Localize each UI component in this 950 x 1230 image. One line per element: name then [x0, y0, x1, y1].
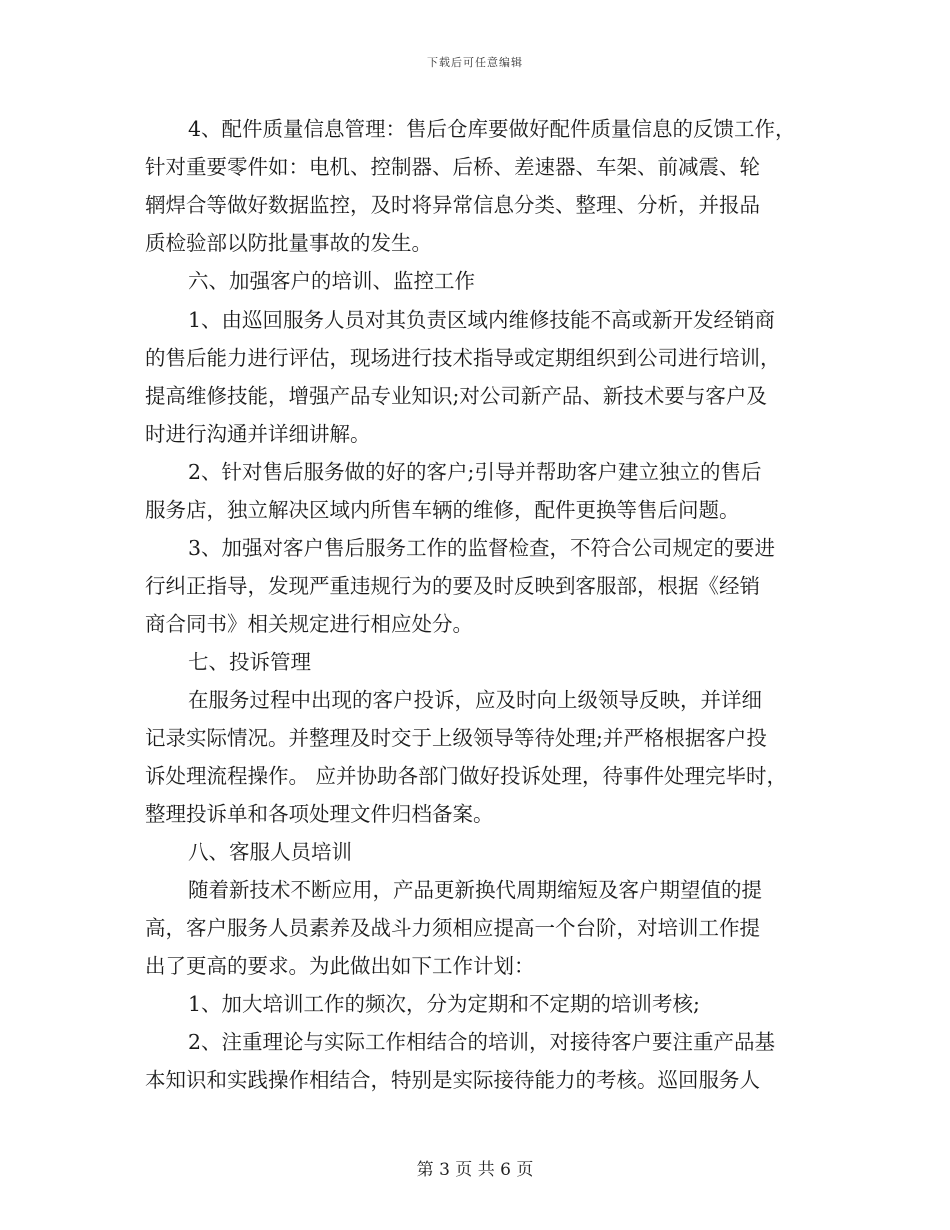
body-line: 的售后能力进行评估，现场进行技术指导或定期组织到公司进行培训， — [145, 346, 781, 370]
section-heading: 六、加强客户的培训、监控工作 — [188, 269, 475, 293]
body-line: 提高维修技能，增强产品专业知识;对公司新产品、新技术要与客户及 — [145, 384, 767, 408]
body-line: 质检验部以防批量事故的发生。 — [145, 231, 432, 255]
body-line: 服务店，独立解决区域内所售车辆的维修，配件更换等售后问题。 — [145, 498, 740, 522]
body-line: 2、针对售后服务做的好的客户;引导并帮助客户建立独立的售后 — [188, 460, 762, 484]
body-line: 整理投诉单和各项处理文件归档备案。 — [145, 802, 494, 826]
section-heading: 八、客服人员培训 — [188, 840, 352, 864]
body-line: 4、配件质量信息管理：售后仓库要做好配件质量信息的反馈工作， — [188, 117, 796, 141]
body-line: 1、由巡回服务人员对其负责区域内维修技能不高或新开发经销商 — [188, 308, 776, 332]
body-line: 记录实际情况。并整理及时交于上级领导等待处理;并严格根据客户投 — [145, 726, 767, 750]
body-line: 随着新技术不断应用，产品更新换代周期缩短及客户期望值的提 — [188, 878, 762, 902]
body-line: 高，客户服务人员素养及战斗力须相应提高一个台阶，对培训工作提 — [145, 916, 760, 940]
body-line: 3、加强对客户售后服务工作的监督检查，不符合公司规定的要进 — [188, 536, 776, 560]
body-line: 2、注重理论与实际工作相结合的培训，对接待客户要注重产品基 — [188, 1030, 776, 1054]
body-line: 出了更高的要求。为此做出如下工作计划： — [145, 954, 535, 978]
body-line: 行纠正指导，发现严重违规行为的要及时反映到客服部，根据《经销 — [145, 574, 760, 598]
body-line: 辋焊合等做好数据监控，及时将异常信息分类、整理、分析，并报品 — [145, 193, 760, 217]
body-line: 在服务过程中出现的客户投诉，应及时向上级领导反映，并详细 — [188, 688, 762, 712]
body-line: 针对重要零件如：电机、控制器、后桥、差速器、车架、前减震、轮 — [145, 155, 760, 179]
body-line: 时进行沟通并详细讲解。 — [145, 422, 371, 446]
section-heading: 七、投诉管理 — [188, 650, 311, 674]
body-line: 本知识和实践操作相结合，特别是实际接待能力的考核。巡回服务人 — [145, 1068, 760, 1092]
body-line: 商合同书》相关规定进行相应处分。 — [145, 612, 473, 636]
page-header: 下载后可任意编辑 — [427, 56, 523, 69]
body-line: 1、加大培训工作的频次，分为定期和不定期的培训考核; — [188, 992, 700, 1016]
body-line: 诉处理流程操作。 应并协助各部门做好投诉处理，待事件处理完毕时， — [145, 764, 788, 788]
page-footer: 第 3 页 共 6 页 — [416, 1160, 534, 1180]
